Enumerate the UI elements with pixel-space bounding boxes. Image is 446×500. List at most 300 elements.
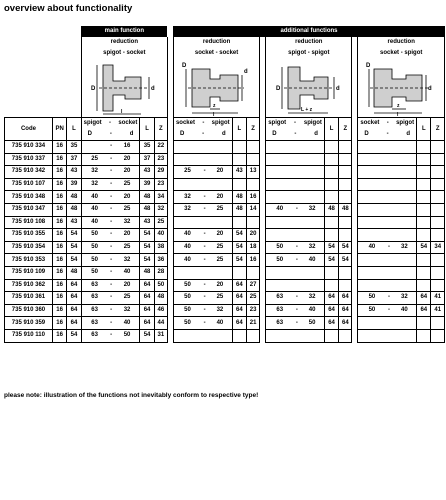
f2-l-cell: 54 bbox=[232, 229, 246, 242]
f3-large-diameter bbox=[266, 153, 294, 166]
f4-separator bbox=[385, 191, 392, 204]
f1-large-diameter: 63 bbox=[81, 304, 107, 317]
length-cell: 48 bbox=[67, 191, 81, 204]
f1-small-diameter: 32 bbox=[115, 254, 140, 267]
f2-separator bbox=[201, 141, 208, 154]
f3-small-diameter bbox=[300, 141, 324, 154]
f3-l-cell bbox=[324, 279, 338, 292]
f3-small-diameter bbox=[300, 216, 324, 229]
f4-small-diameter bbox=[393, 229, 417, 242]
svg-text:z: z bbox=[212, 103, 216, 109]
f3-l-cell: 64 bbox=[324, 317, 338, 330]
col-f4-z: Z bbox=[431, 118, 445, 141]
f3-small-diameter bbox=[300, 178, 324, 191]
f4-separator bbox=[385, 329, 392, 342]
f4-large-diameter: 50 bbox=[358, 292, 386, 305]
f1-l-cell: 39 bbox=[140, 178, 154, 191]
pn-cell: 16 bbox=[52, 254, 66, 267]
f2-l-cell: 64 bbox=[232, 317, 246, 330]
length-cell: 54 bbox=[67, 254, 81, 267]
length-cell: 43 bbox=[67, 216, 81, 229]
f3-large-diameter bbox=[266, 229, 294, 242]
f4-z-cell bbox=[431, 166, 445, 179]
f4-z-cell: 41 bbox=[431, 304, 445, 317]
table-row bbox=[5, 203, 445, 216]
length-cell: 54 bbox=[67, 241, 81, 254]
f3-large-diameter bbox=[266, 216, 294, 229]
f3-small-diameter bbox=[300, 279, 324, 292]
code-cell: 735 910 361 bbox=[5, 292, 53, 305]
f3-z-cell: 64 bbox=[339, 292, 352, 305]
f4-z-cell bbox=[431, 317, 445, 330]
length-cell: 35 bbox=[67, 141, 81, 154]
col-f1-z: Z bbox=[154, 118, 167, 141]
f1-z-cell: 48 bbox=[154, 292, 167, 305]
f1-small-diameter: 20 bbox=[115, 191, 140, 204]
f3-z-cell bbox=[339, 141, 352, 154]
col-f1-l: L bbox=[140, 118, 154, 141]
f4-l-cell: 64 bbox=[417, 292, 431, 305]
pn-cell: 16 bbox=[52, 229, 66, 242]
column-header-row bbox=[5, 118, 445, 141]
f3-separator: - bbox=[293, 317, 300, 330]
col-f2-dims: socket - spigot D - d bbox=[173, 118, 232, 141]
svg-text:d: d bbox=[428, 86, 432, 92]
f4-large-diameter bbox=[358, 254, 386, 267]
f2-l-cell bbox=[232, 153, 246, 166]
f4-l-cell bbox=[417, 329, 431, 342]
f3-separator bbox=[293, 216, 300, 229]
pn-cell: 16 bbox=[52, 279, 66, 292]
f1-large-diameter bbox=[81, 141, 107, 154]
f1-z-cell: 32 bbox=[154, 203, 167, 216]
f1-l-cell: 64 bbox=[140, 292, 154, 305]
f4-separator bbox=[385, 254, 392, 267]
f1-large-diameter: 32 bbox=[81, 166, 107, 179]
f2-l-cell: 54 bbox=[232, 254, 246, 267]
f2-small-diameter: 25 bbox=[208, 203, 232, 216]
f1-small-diameter: 50 bbox=[115, 329, 140, 342]
pn-cell: 16 bbox=[52, 304, 66, 317]
f1-large-diameter: 50 bbox=[81, 229, 107, 242]
f2-separator: - bbox=[201, 166, 208, 179]
f1-separator: - bbox=[108, 241, 115, 254]
pn-cell: 16 bbox=[52, 191, 66, 204]
drawing-socket-socket bbox=[173, 59, 259, 118]
f4-small-diameter: 32 bbox=[393, 241, 417, 254]
table-row bbox=[5, 304, 445, 317]
f2-large-diameter bbox=[173, 141, 201, 154]
f1-z-cell: 50 bbox=[154, 279, 167, 292]
f3-small-diameter: 50 bbox=[300, 317, 324, 330]
f4-l-cell bbox=[417, 229, 431, 242]
f4-small-diameter bbox=[393, 266, 417, 279]
f3-separator bbox=[293, 166, 300, 179]
f1-l-cell: 54 bbox=[140, 241, 154, 254]
f4-large-diameter bbox=[358, 229, 386, 242]
f4-z-cell bbox=[431, 229, 445, 242]
f3-large-diameter bbox=[266, 279, 294, 292]
f1-small-diameter: 32 bbox=[115, 216, 140, 229]
pn-cell: 16 bbox=[52, 178, 66, 191]
f3-separator: - bbox=[293, 241, 300, 254]
f4-large-diameter bbox=[358, 329, 386, 342]
f4-small-diameter bbox=[393, 216, 417, 229]
f3-large-diameter bbox=[266, 191, 294, 204]
code-cell: 735 910 360 bbox=[5, 304, 53, 317]
footnote: please note: illustration of the functions not inevitably conform to respective type! bbox=[4, 392, 259, 399]
f2-l-cell: 48 bbox=[232, 203, 246, 216]
f1-separator: - bbox=[108, 266, 115, 279]
f3-separator: - bbox=[293, 292, 300, 305]
f3-separator bbox=[293, 229, 300, 242]
table-row bbox=[5, 178, 445, 191]
f3-separator: - bbox=[293, 254, 300, 267]
f1-small-diameter: 20 bbox=[115, 229, 140, 242]
length-cell: 37 bbox=[67, 153, 81, 166]
f4-z-cell bbox=[431, 141, 445, 154]
f4-l-cell bbox=[417, 279, 431, 292]
f2-small-diameter bbox=[208, 216, 232, 229]
f2-small-diameter: 25 bbox=[208, 241, 232, 254]
f1-small-diameter: 25 bbox=[115, 178, 140, 191]
f3-large-diameter bbox=[266, 166, 294, 179]
f4-l-cell bbox=[417, 266, 431, 279]
f2-small-diameter bbox=[208, 266, 232, 279]
f1-l-cell: 54 bbox=[140, 329, 154, 342]
f2-l-cell: 43 bbox=[232, 166, 246, 179]
f2-l-cell bbox=[232, 266, 246, 279]
f4-large-diameter: 40 bbox=[358, 241, 386, 254]
length-cell: 48 bbox=[67, 266, 81, 279]
length-cell: 39 bbox=[67, 178, 81, 191]
length-cell: 54 bbox=[67, 229, 81, 242]
f1-large-diameter: 40 bbox=[81, 191, 107, 204]
f1-z-cell: 46 bbox=[154, 304, 167, 317]
f3-l-cell bbox=[324, 229, 338, 242]
f4-small-diameter bbox=[393, 178, 417, 191]
f3-large-diameter bbox=[266, 329, 294, 342]
f2-separator: - bbox=[201, 292, 208, 305]
f4-z-cell bbox=[431, 329, 445, 342]
length-cell: 43 bbox=[67, 166, 81, 179]
code-cell: 735 910 342 bbox=[5, 166, 53, 179]
f4-l-cell bbox=[417, 203, 431, 216]
f3-z-cell: 64 bbox=[339, 304, 352, 317]
f3-small-diameter: 32 bbox=[300, 292, 324, 305]
f1-small-diameter: 20 bbox=[115, 279, 140, 292]
f4-large-diameter: 50 bbox=[358, 304, 386, 317]
f3-large-diameter bbox=[266, 178, 294, 191]
f1-separator: - bbox=[108, 229, 115, 242]
table-row bbox=[5, 241, 445, 254]
f2-large-diameter bbox=[173, 178, 201, 191]
code-cell: 735 910 355 bbox=[5, 229, 53, 242]
f1-small-diameter: 20 bbox=[115, 166, 140, 179]
f3-small-diameter: 40 bbox=[300, 304, 324, 317]
svg-text:D: D bbox=[181, 63, 186, 69]
col-f4-l: L bbox=[417, 118, 431, 141]
f1-z-cell: 22 bbox=[154, 141, 167, 154]
col-f4-dims: socket - spigot D - d bbox=[358, 118, 417, 141]
f2-separator bbox=[201, 329, 208, 342]
pn-cell: 16 bbox=[52, 292, 66, 305]
f4-small-diameter bbox=[393, 191, 417, 204]
f3-l-cell bbox=[324, 166, 338, 179]
svg-text:d: d bbox=[243, 69, 248, 75]
f3-z-cell bbox=[339, 166, 352, 179]
code-cell: 735 910 334 bbox=[5, 141, 53, 154]
f1-separator: - bbox=[108, 141, 115, 154]
f4-large-diameter bbox=[358, 266, 386, 279]
length-cell: 48 bbox=[67, 203, 81, 216]
f2-l-cell: 48 bbox=[232, 191, 246, 204]
f3-small-diameter bbox=[300, 329, 324, 342]
functionality-table bbox=[4, 26, 445, 343]
f2-z-cell: 13 bbox=[247, 166, 260, 179]
f2-z-cell: 18 bbox=[247, 241, 260, 254]
f2-small-diameter: 20 bbox=[208, 279, 232, 292]
f3-separator bbox=[293, 329, 300, 342]
code-cell: 735 910 337 bbox=[5, 153, 53, 166]
table-row bbox=[5, 153, 445, 166]
function-title-4: reduction socket - spigot bbox=[358, 37, 445, 59]
f4-large-diameter bbox=[358, 216, 386, 229]
table-row bbox=[5, 216, 445, 229]
f1-large-diameter: 63 bbox=[81, 292, 107, 305]
f4-l-cell bbox=[417, 153, 431, 166]
f2-large-diameter: 25 bbox=[173, 166, 201, 179]
f1-l-cell: 48 bbox=[140, 203, 154, 216]
pn-cell: 16 bbox=[52, 216, 66, 229]
f2-l-cell bbox=[232, 141, 246, 154]
f2-separator bbox=[201, 153, 208, 166]
table-row bbox=[5, 266, 445, 279]
svg-text:l: l bbox=[212, 112, 214, 117]
svg-text:z: z bbox=[397, 103, 400, 109]
f2-separator: - bbox=[201, 279, 208, 292]
f1-l-cell: 48 bbox=[140, 266, 154, 279]
f4-l-cell bbox=[417, 141, 431, 154]
length-cell: 64 bbox=[67, 317, 81, 330]
f1-z-cell: 23 bbox=[154, 153, 167, 166]
f4-separator bbox=[385, 216, 392, 229]
f2-large-diameter: 40 bbox=[173, 254, 201, 267]
f4-large-diameter bbox=[358, 203, 386, 216]
table-row bbox=[5, 191, 445, 204]
f3-l-cell bbox=[324, 329, 338, 342]
f4-separator bbox=[385, 141, 392, 154]
f1-z-cell: 23 bbox=[154, 178, 167, 191]
f2-large-diameter bbox=[173, 329, 201, 342]
f3-large-diameter: 63 bbox=[266, 317, 294, 330]
f2-z-cell bbox=[247, 216, 260, 229]
f1-separator: - bbox=[108, 203, 115, 216]
col-f3-l: L bbox=[324, 118, 338, 141]
f4-small-diameter bbox=[393, 153, 417, 166]
svg-text:D: D bbox=[91, 86, 96, 92]
f4-l-cell: 54 bbox=[417, 241, 431, 254]
f2-z-cell: 21 bbox=[247, 317, 260, 330]
f1-l-cell: 64 bbox=[140, 279, 154, 292]
drawing-spigot-socket bbox=[81, 59, 167, 118]
f3-l-cell: 64 bbox=[324, 292, 338, 305]
f1-small-diameter: 32 bbox=[115, 304, 140, 317]
f2-small-diameter bbox=[208, 153, 232, 166]
f3-l-cell bbox=[324, 153, 338, 166]
pn-cell: 16 bbox=[52, 153, 66, 166]
f3-z-cell bbox=[339, 329, 352, 342]
f2-large-diameter: 40 bbox=[173, 229, 201, 242]
f3-separator: - bbox=[293, 203, 300, 216]
f2-z-cell: 16 bbox=[247, 191, 260, 204]
f1-l-cell: 43 bbox=[140, 166, 154, 179]
f1-z-cell: 44 bbox=[154, 317, 167, 330]
f2-z-cell bbox=[247, 266, 260, 279]
f3-l-cell: 54 bbox=[324, 254, 338, 267]
f4-separator bbox=[385, 166, 392, 179]
page-heading: overview about functionality bbox=[4, 3, 133, 14]
f2-l-cell bbox=[232, 216, 246, 229]
f4-separator: - bbox=[385, 304, 392, 317]
f1-z-cell: 28 bbox=[154, 266, 167, 279]
f3-large-diameter: 50 bbox=[266, 241, 294, 254]
col-l: L bbox=[67, 118, 81, 141]
f4-large-diameter bbox=[358, 141, 386, 154]
f1-separator: - bbox=[108, 153, 115, 166]
table-row bbox=[5, 292, 445, 305]
code-cell: 735 910 107 bbox=[5, 178, 53, 191]
f1-large-diameter: 40 bbox=[81, 203, 107, 216]
f2-l-cell bbox=[232, 329, 246, 342]
f2-small-diameter: 25 bbox=[208, 254, 232, 267]
table-row bbox=[5, 141, 445, 154]
f3-z-cell: 54 bbox=[339, 254, 352, 267]
f1-large-diameter: 63 bbox=[81, 317, 107, 330]
table-row bbox=[5, 279, 445, 292]
f2-l-cell: 64 bbox=[232, 279, 246, 292]
f2-l-cell: 54 bbox=[232, 241, 246, 254]
f3-l-cell: 48 bbox=[324, 203, 338, 216]
function-title-2: reduction socket - socket bbox=[173, 37, 259, 59]
f2-small-diameter: 32 bbox=[208, 304, 232, 317]
f3-z-cell bbox=[339, 216, 352, 229]
f2-z-cell: 14 bbox=[247, 203, 260, 216]
col-f3-dims: spigot - spigot D - d bbox=[266, 118, 325, 141]
f4-l-cell bbox=[417, 191, 431, 204]
svg-text:d: d bbox=[151, 86, 155, 92]
f2-z-cell: 27 bbox=[247, 279, 260, 292]
code-cell: 735 910 347 bbox=[5, 203, 53, 216]
f2-z-cell bbox=[247, 329, 260, 342]
f2-small-diameter: 20 bbox=[208, 191, 232, 204]
f1-separator: - bbox=[108, 304, 115, 317]
f2-separator: - bbox=[201, 317, 208, 330]
f4-z-cell bbox=[431, 279, 445, 292]
f2-z-cell: 20 bbox=[247, 229, 260, 242]
f3-separator bbox=[293, 153, 300, 166]
f2-z-cell bbox=[247, 178, 260, 191]
f2-separator: - bbox=[201, 241, 208, 254]
length-cell: 64 bbox=[67, 304, 81, 317]
code-cell: 735 910 359 bbox=[5, 317, 53, 330]
f2-z-cell: 25 bbox=[247, 292, 260, 305]
f3-separator bbox=[293, 266, 300, 279]
f3-separator bbox=[293, 279, 300, 292]
svg-text:d: d bbox=[335, 86, 340, 92]
f2-large-diameter: 40 bbox=[173, 241, 201, 254]
f3-z-cell bbox=[339, 153, 352, 166]
f4-large-diameter bbox=[358, 279, 386, 292]
f1-separator: - bbox=[108, 279, 115, 292]
pn-cell: 16 bbox=[52, 241, 66, 254]
f1-l-cell: 64 bbox=[140, 317, 154, 330]
f1-separator: - bbox=[108, 254, 115, 267]
f1-small-diameter: 16 bbox=[115, 141, 140, 154]
f2-separator: - bbox=[201, 304, 208, 317]
f1-small-diameter: 40 bbox=[115, 266, 140, 279]
f1-large-diameter: 25 bbox=[81, 153, 107, 166]
f2-separator: - bbox=[201, 229, 208, 242]
f1-separator: - bbox=[108, 166, 115, 179]
f1-z-cell: 36 bbox=[154, 254, 167, 267]
f4-separator: - bbox=[385, 241, 392, 254]
function-title-3: reduction spigot - spigot bbox=[266, 37, 352, 59]
f2-l-cell: 64 bbox=[232, 292, 246, 305]
f3-l-cell: 64 bbox=[324, 304, 338, 317]
f1-z-cell: 31 bbox=[154, 329, 167, 342]
f4-small-diameter bbox=[393, 166, 417, 179]
f3-z-cell bbox=[339, 191, 352, 204]
f1-separator: - bbox=[108, 178, 115, 191]
f4-separator bbox=[385, 317, 392, 330]
f3-l-cell bbox=[324, 178, 338, 191]
f4-small-diameter bbox=[393, 141, 417, 154]
f3-l-cell bbox=[324, 191, 338, 204]
f2-small-diameter: 20 bbox=[208, 229, 232, 242]
f4-separator bbox=[385, 178, 392, 191]
f1-small-diameter: 25 bbox=[115, 241, 140, 254]
f3-small-diameter: 32 bbox=[300, 203, 324, 216]
code-cell: 735 910 108 bbox=[5, 216, 53, 229]
f4-z-cell bbox=[431, 266, 445, 279]
table-row bbox=[5, 254, 445, 267]
f4-separator bbox=[385, 266, 392, 279]
table-row bbox=[5, 329, 445, 342]
f4-separator bbox=[385, 229, 392, 242]
f4-small-diameter bbox=[393, 317, 417, 330]
table-row bbox=[5, 229, 445, 242]
f2-separator bbox=[201, 216, 208, 229]
f3-z-cell: 64 bbox=[339, 317, 352, 330]
f3-l-cell bbox=[324, 266, 338, 279]
f4-z-cell bbox=[431, 216, 445, 229]
table-row bbox=[5, 166, 445, 179]
additional-functions-header: additional functions bbox=[173, 26, 444, 37]
f1-z-cell: 25 bbox=[154, 216, 167, 229]
f1-large-diameter: 32 bbox=[81, 178, 107, 191]
f2-separator bbox=[201, 178, 208, 191]
code-cell: 735 910 348 bbox=[5, 191, 53, 204]
f1-z-cell: 38 bbox=[154, 241, 167, 254]
f4-separator: - bbox=[385, 292, 392, 305]
f2-large-diameter: 50 bbox=[173, 279, 201, 292]
svg-text:D: D bbox=[275, 86, 281, 92]
f3-z-cell: 54 bbox=[339, 241, 352, 254]
f4-large-diameter bbox=[358, 317, 386, 330]
f4-l-cell bbox=[417, 254, 431, 267]
f3-z-cell bbox=[339, 266, 352, 279]
